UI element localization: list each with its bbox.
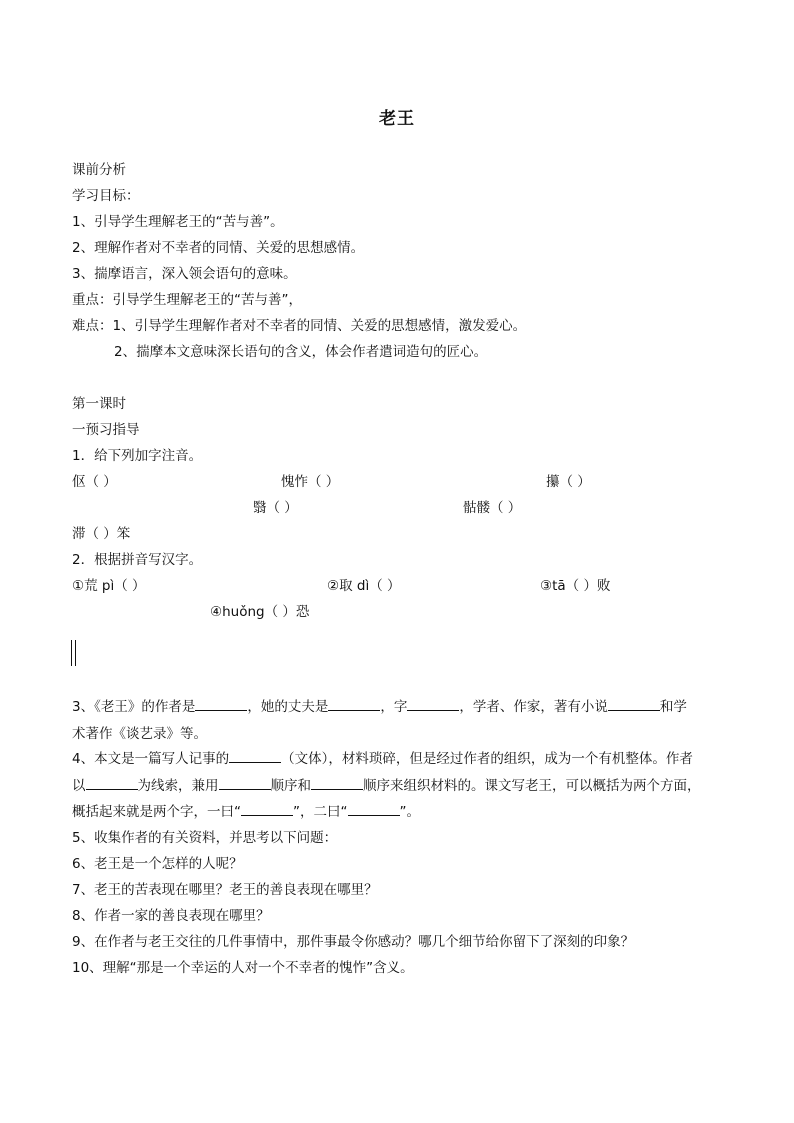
answer-blank[interactable] xyxy=(86,777,138,790)
goals-heading: 学习目标： xyxy=(72,188,140,204)
goal-item: 1、引导学生理解老王的“苦与善”。 xyxy=(72,214,284,230)
pinyin-item-kulou: 骷髅（ ） xyxy=(463,500,522,516)
question-9: 9、在作者与老王交往的几件事情中，那件事最令你感动？哪几个细节给你留下了深刻的印象？ xyxy=(72,934,635,950)
goal-item: 3、揣摩语言，深入领会语句的意味。 xyxy=(72,266,297,282)
question-2-heading: 2．根据拼音写汉字。 xyxy=(72,552,203,568)
answer-blank[interactable] xyxy=(229,750,281,763)
preview-guide-heading: 一预习指导 xyxy=(72,422,140,438)
question-1-heading: 1．给下列加字注音。 xyxy=(72,448,203,464)
answer-blank[interactable] xyxy=(241,803,293,816)
text-cursor-marker xyxy=(71,640,76,666)
question-7: 7、老王的苦表现在哪里？老王的善良表现在哪里？ xyxy=(72,882,378,898)
pinyin-item-chi: 滞（ ）笨 xyxy=(72,526,131,542)
pinyin-item-ti: 攥（ ） xyxy=(546,474,591,490)
lesson-heading: 第一课时 xyxy=(72,396,126,412)
answer-blank[interactable] xyxy=(348,803,400,816)
answer-blank[interactable] xyxy=(608,698,660,711)
section-pre-analysis: 课前分析 xyxy=(72,162,126,178)
answer-blank[interactable] xyxy=(195,698,247,711)
goal-item: 2、理解作者对不幸者的同情、关爱的思想感情。 xyxy=(72,240,365,256)
hanzi-item-b: ②取 dì（ ） xyxy=(327,578,401,594)
question-6: 6、老王是一个怎样的人呢？ xyxy=(72,856,243,872)
difficulty-1: 难点：1、引导学生理解作者对不幸者的同情、关爱的思想感情，激发爱心。 xyxy=(72,318,527,334)
question-4: 4、本文是一篇写人记事的 （文体），材料琐碎，但是经过作者的组织，成为一个有机整体。作者 以 为线索，兼用 顺序和 顺序来组织材料的。课文写老王，可以概括为两个方面， 概括起来就是两个字，一曰“ ”，二曰“ ”。 xyxy=(72,751,701,820)
question-3: 3、《老王》的作者是 ，她的丈夫是 ，字 ，学者、作家，著有小说 和学 术著作《谈艺录》等。 xyxy=(72,699,687,742)
hanzi-item-d: ④huǒng（ ）恐 xyxy=(210,604,310,620)
answer-blank[interactable] xyxy=(219,777,271,790)
key-point: 重点：引导学生理解老王的“苦与善”， xyxy=(72,292,302,308)
question-8: 8、作者一家的善良表现在哪里？ xyxy=(72,908,270,924)
answer-blank[interactable] xyxy=(407,698,459,711)
pinyin-item-kuizuo: 愧怍（ ） xyxy=(281,474,340,490)
difficulty-2: 2、揣摩本文意味深长语句的含义，体会作者遣词造句的匠心。 xyxy=(114,344,488,360)
answer-blank[interactable] xyxy=(328,698,380,711)
answer-blank[interactable] xyxy=(311,777,363,790)
page-title: 老王 xyxy=(379,109,415,129)
hanzi-item-c: ③tā（ ）败 xyxy=(540,578,611,594)
question-5: 5、收集作者的有关资料，并思考以下问题： xyxy=(72,830,338,846)
pinyin-item-yi: 翳（ ） xyxy=(253,500,298,516)
hanzi-item-a: ①荒 pì（ ） xyxy=(72,578,146,594)
question-10: 10、理解“那是一个幸运的人对一个不幸者的愧怍”含义。 xyxy=(72,960,414,976)
pinyin-item-ou: 伛（ ） xyxy=(72,474,117,490)
